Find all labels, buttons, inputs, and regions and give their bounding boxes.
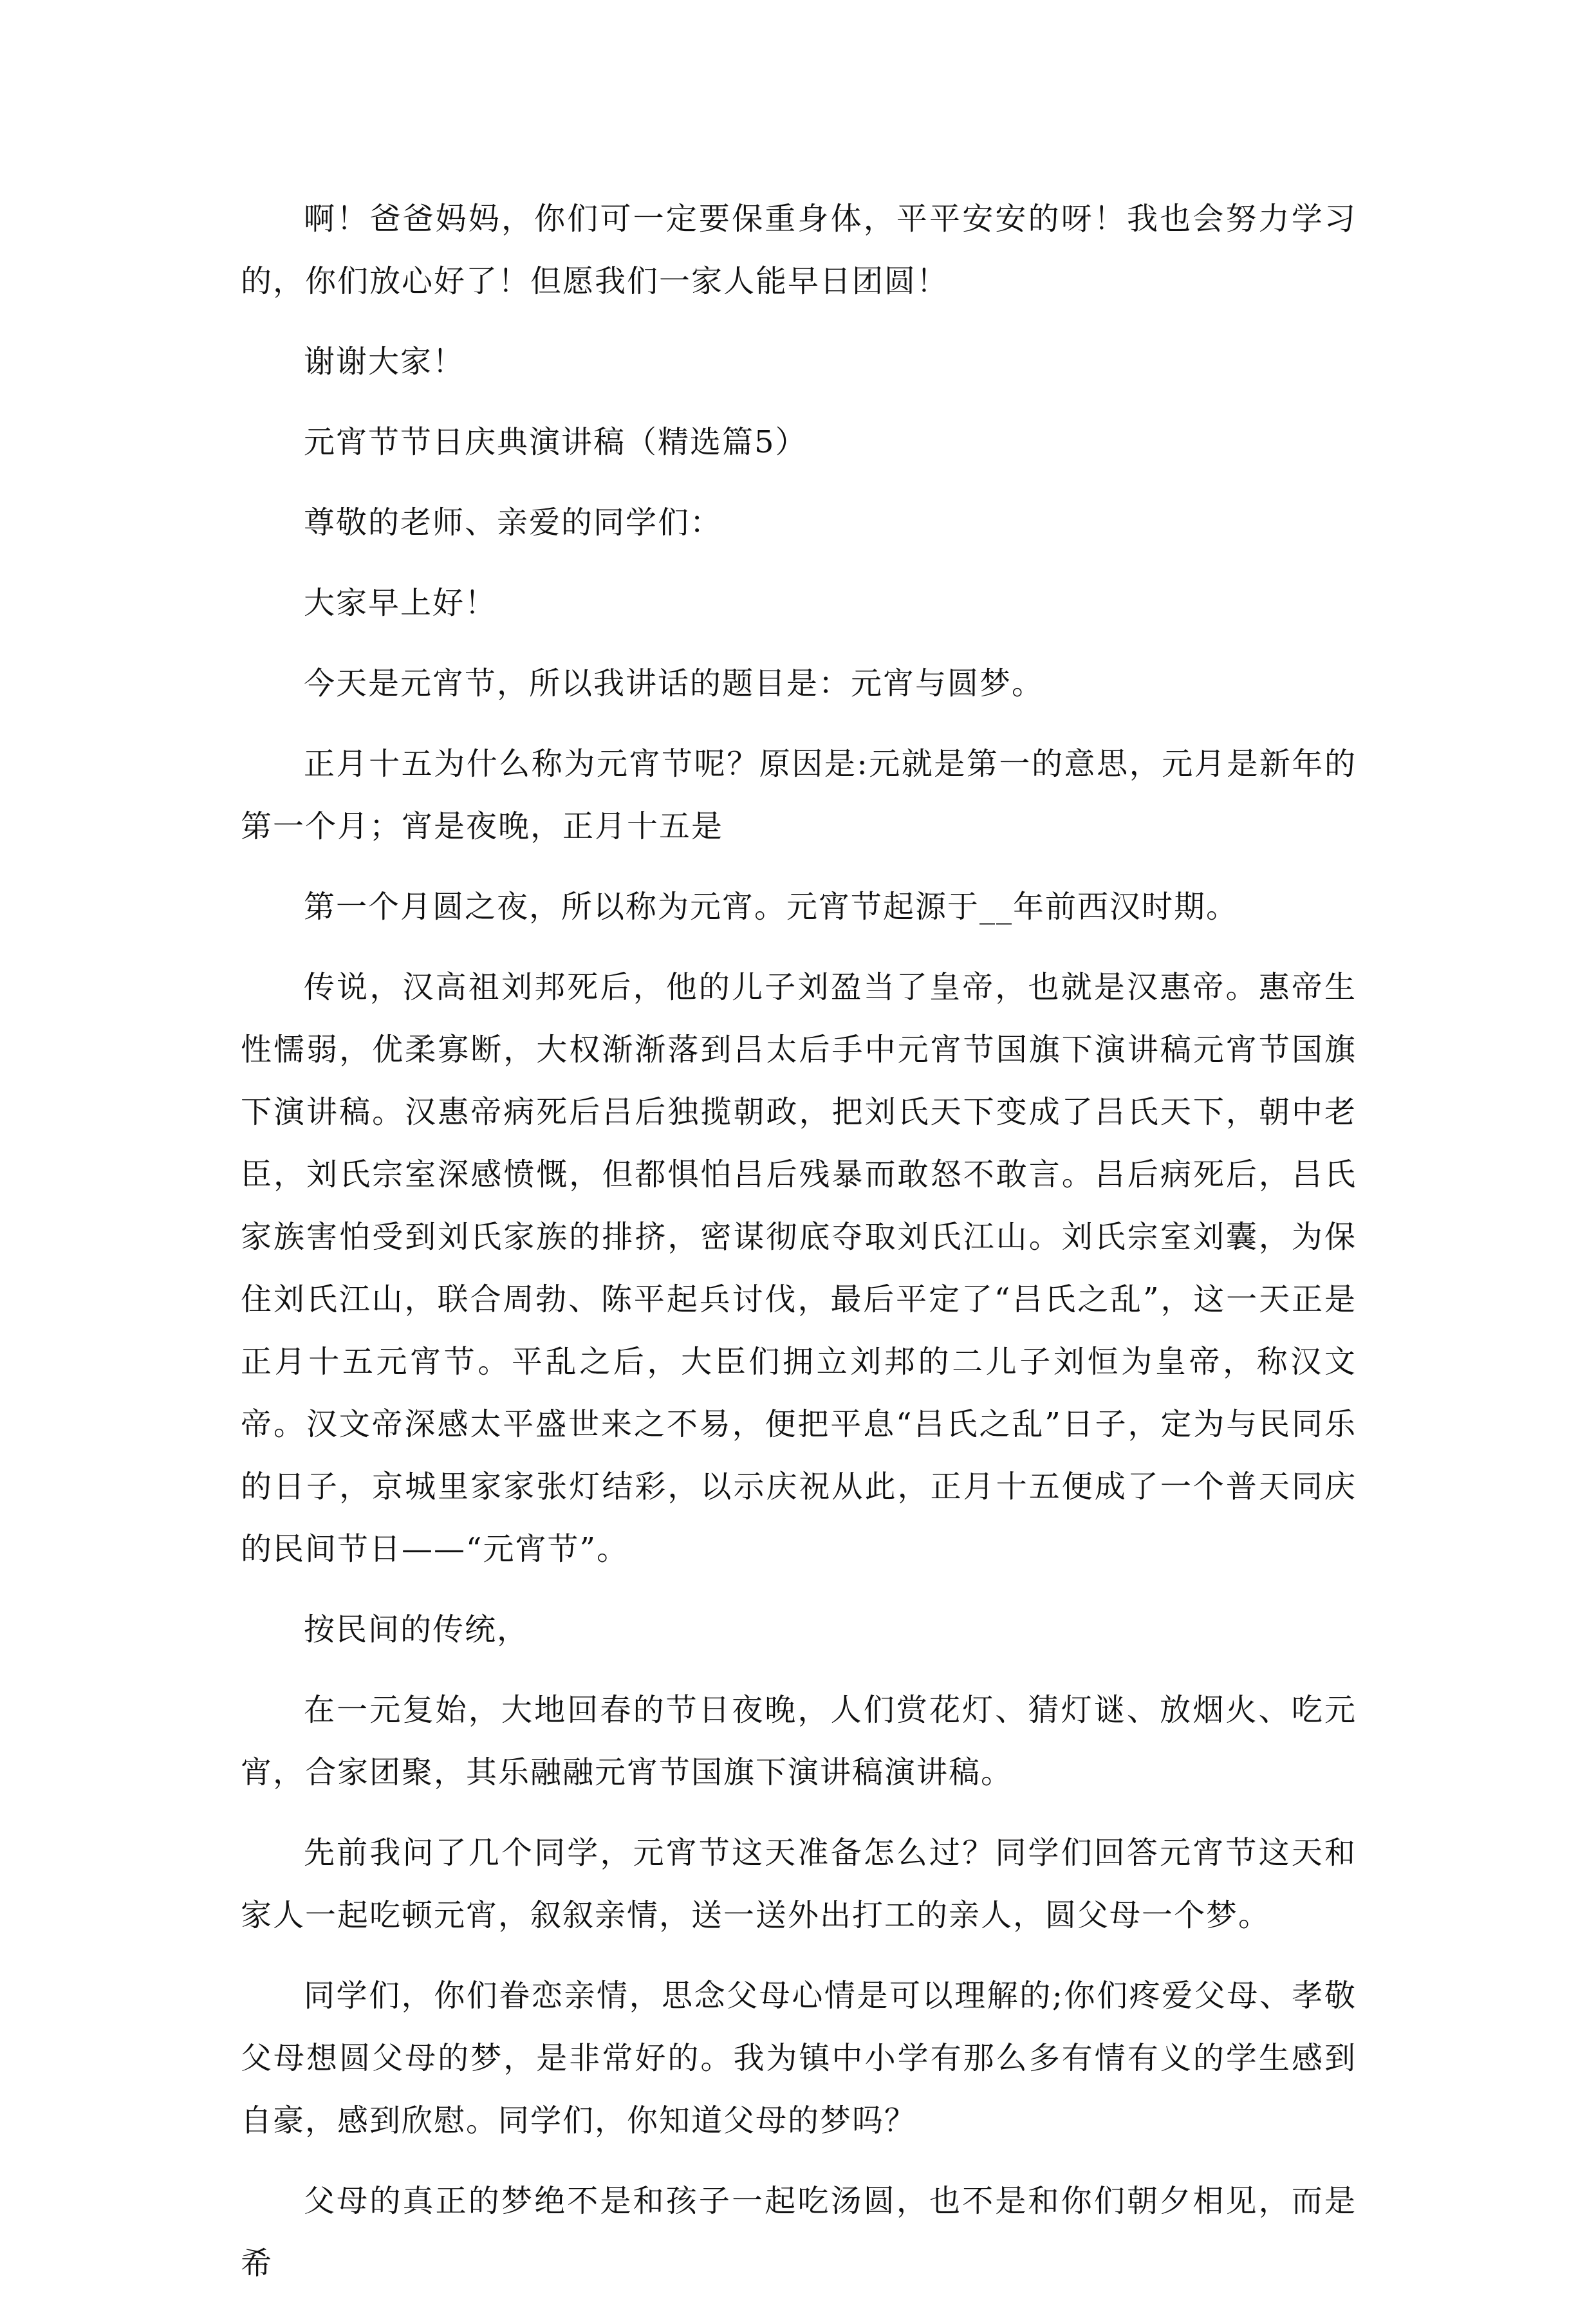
paragraph-salutation: 尊敬的老师、亲爱的同学们： <box>304 505 723 541</box>
paragraph-greeting: 大家早上好！ <box>304 585 497 621</box>
paragraph-parents-dream: 父母的真正的梦绝不是和孩子一起吃汤圆，也不是和你们朝夕相见，而是希 <box>241 2183 1357 2281</box>
paragraph-origin-answer: 第一个月圆之夜，所以称为元宵。元宵节起源于__年前西汉时期。 <box>304 889 1239 925</box>
section-title: 元宵节节日庆典演讲稿（精选篇5） <box>304 424 808 460</box>
paragraph-thanks: 谢谢大家！ <box>304 344 465 380</box>
paragraph-topic: 今天是元宵节，所以我讲话的题目是：元宵与圆梦。 <box>304 665 1044 701</box>
paragraph-students-plans: 先前我问了几个同学，元宵节这天准备怎么过？同学们回答元宵节这天和家人一起吃顿元宵，叙叙亲情，送一送外出打工的亲人，圆父母一个梦。 <box>241 1835 1357 1933</box>
paragraph-legend: 传说，汉高祖刘邦死后，他的儿子刘盈当了皇帝，也就是汉惠帝。惠帝生性懦弱，优柔寡断，大权渐渐落到吕太后手中元宵节国旗下演讲稿元宵节国旗下演讲稿。汉惠帝病死后吕后独揽朝政，把刘氏天下变成了吕氏天下，朝中老臣，刘氏宗室深感愤慨，但都惧怕吕后残暴而敢怒不敢言。吕后病死后，吕氏家族害怕受到刘氏家族的排挤，密谋彻底夺取刘氏江山。刘氏宗室刘囊，为保住刘氏江山，联合周勃、陈平起兵讨伐，最后平定了“吕氏之乱”，这一天正是正月十五元宵节。平乱之后，大臣们拥立刘邦的二儿子刘恒为皇帝，称汉文帝。汉文帝深感太平盛世来之不易，便把平息“吕氏之乱”日子，定为与民同乐的日子，京城里家家张灯结彩，以示庆祝从此，正月十五便成了一个普天同庆的民间节日——“元宵节”。 <box>241 969 1357 1567</box>
paragraph-family-love: 同学们，你们眷恋亲情，思念父母心情是可以理解的;你们疼爱父母、孝敬父母想圆父母的梦，是非常好的。我为镇中小学有那么多有情有义的学生感到自豪，感到欣慰。同学们，你知道父母的梦吗？ <box>241 1978 1357 2139</box>
document-body <box>241 188 1357 2313</box>
paragraph-origin-question: 正月十五为什么称为元宵节呢？原因是:元就是第一的意思，元月是新年的第一个月；宵是夜晚，正月十五是 <box>241 746 1357 844</box>
paragraph-tradition: 在一元复始，大地回春的节日夜晚，人们赏花灯、猜灯谜、放烟火、吃元宵，合家团聚，其乐融融元宵节国旗下演讲稿演讲稿。 <box>241 1692 1357 1790</box>
paragraph-tradition-intro: 按民间的传统， <box>304 1612 530 1648</box>
paragraph-closing-wish: 啊！爸爸妈妈，你们可一定要保重身体，平平安安的呀！我也会努力学习的，你们放心好了！但愿我们一家人能早日团圆！ <box>241 201 1357 299</box>
